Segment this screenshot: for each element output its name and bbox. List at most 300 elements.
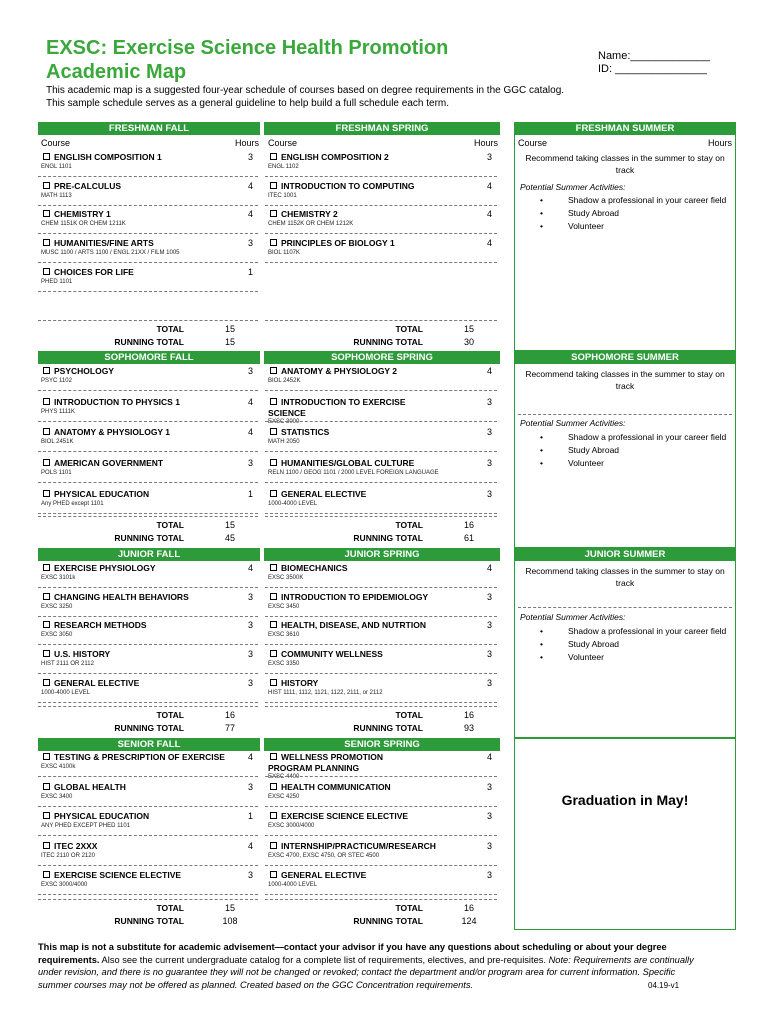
id-field[interactable]: ID: _______________ [598, 63, 707, 75]
course-row [268, 752, 498, 780]
row-divider [38, 176, 258, 177]
course-name [41, 427, 231, 438]
course-checkbox[interactable] [43, 490, 50, 497]
header-sophomore-fall: SOPHOMORE FALL [38, 351, 260, 364]
course-name-text: INTRODUCTION TO EXERCISE SCIENCE [268, 396, 406, 418]
course-checkbox[interactable] [270, 679, 277, 686]
row-divider [265, 894, 497, 895]
course-checkbox[interactable] [270, 564, 277, 571]
course-hours: 4 [247, 427, 253, 438]
course-row [41, 209, 259, 229]
term-total-label: TOTAL [156, 324, 184, 334]
course-checkbox[interactable] [43, 239, 50, 246]
row-divider [38, 644, 258, 645]
header-junior-fall: JUNIOR FALL [38, 548, 260, 561]
course-name-text: EXERCISE PHYSIOLOGY [54, 563, 156, 573]
header-freshman-fall: FRESHMAN FALL [38, 122, 260, 135]
course-name [268, 181, 458, 192]
row-divider [265, 616, 497, 617]
activity-item: • Volunteer [540, 457, 730, 470]
course-code: 1000-4000 LEVEL [268, 500, 318, 507]
col-course-label: Course [518, 138, 548, 148]
term-total-value: 16 [224, 710, 235, 720]
course-name-text: HEALTH, DISEASE, AND NUTRTION [281, 620, 426, 631]
course-checkbox[interactable] [43, 210, 50, 217]
course-name-text: PHYSICAL EDUCATION [54, 811, 150, 821]
course-row [41, 397, 259, 417]
course-name [268, 752, 428, 774]
course-name-text: CHANGING HEALTH BEHAVIORS [54, 591, 189, 602]
course-row [41, 366, 259, 386]
course-name-text: WELLNESS PROMOTION PROGRAM PLANNING [268, 752, 383, 773]
junior-summer-potential: Potential Summer Activities: [520, 612, 626, 622]
course-name-text: ENGLISH COMPOSITION 1 [54, 152, 162, 162]
course-code: EXSC 3610 [268, 632, 300, 639]
course-name [41, 397, 231, 408]
row-divider [38, 262, 258, 263]
row-divider [265, 587, 497, 588]
course-row [41, 678, 259, 698]
course-row [41, 592, 259, 612]
course-checkbox[interactable] [43, 268, 50, 275]
course-name [268, 238, 458, 249]
activity-item: • Shadow a professional in your career field [540, 431, 730, 444]
term-total-label: TOTAL [395, 903, 423, 913]
row-divider [265, 644, 497, 645]
col-hours-label: Hours [707, 138, 732, 148]
course-checkbox[interactable] [43, 812, 50, 819]
course-hours: 3 [486, 781, 492, 792]
course-name-text: INTERNSHIP/PRACTICUM/RESEARCH [281, 840, 436, 851]
graduation-text: Graduation in May! [561, 792, 689, 808]
row-divider [38, 421, 258, 422]
course-hours: 3 [247, 677, 253, 688]
running-total-label: RUNNING TOTAL [353, 723, 423, 733]
course-checkbox[interactable] [270, 812, 277, 819]
course-name [41, 366, 231, 377]
course-name [268, 620, 458, 631]
row-divider [38, 513, 258, 514]
course-name-text: GENERAL ELECTIVE [281, 870, 367, 880]
running-total-value: 61 [463, 533, 474, 543]
course-row [41, 563, 259, 583]
course-hours: 3 [486, 591, 492, 602]
course-code: ENGL 1102 [268, 164, 299, 170]
intro-text: This academic map is a suggested four-year schedule of courses based on degree requirements in the GGC catalog. This sample schedule serves as a general guideline to help build a full schedule each term. [46, 85, 565, 109]
course-row [41, 620, 259, 640]
graduation-box [514, 738, 736, 930]
sophomore-summer-activities [540, 431, 730, 470]
course-hours: 4 [486, 366, 492, 376]
course-checkbox[interactable] [43, 398, 50, 405]
col-course-label: Course [41, 138, 71, 148]
course-checkbox[interactable] [270, 239, 277, 246]
freshman-summer-note: Recommend taking classes in the summer to stay on track [525, 153, 725, 175]
course-hours: 3 [247, 152, 253, 162]
course-row [268, 152, 498, 172]
course-row [41, 870, 259, 890]
course-name [268, 458, 458, 469]
activity-item: • Volunteer [540, 651, 730, 664]
course-checkbox[interactable] [43, 621, 50, 628]
course-code: CHEM 1151K OR CHEM 1211K [41, 221, 126, 228]
activity-item: • Study Abroad [540, 444, 730, 457]
course-name-text: AMERICAN GOVERNMENT [54, 458, 164, 469]
course-hours: 3 [247, 591, 253, 602]
page-title [46, 36, 448, 84]
row-divider [38, 516, 258, 517]
row-divider [38, 899, 258, 900]
course-hours: 3 [486, 458, 492, 469]
course-checkbox[interactable] [43, 842, 50, 849]
course-name [41, 649, 231, 660]
row-divider [38, 706, 258, 707]
header-junior-summer: JUNIOR SUMMER [514, 548, 736, 561]
course-name [41, 152, 231, 163]
course-code: EXSC 3350 [268, 661, 300, 668]
course-row [268, 649, 498, 669]
col-labels-spring [268, 138, 498, 149]
term-total-label: TOTAL [395, 710, 423, 720]
course-row [41, 238, 259, 258]
row-divider [38, 673, 258, 674]
activity-item: • Study Abroad [540, 207, 730, 220]
course-hours: 4 [247, 563, 253, 573]
course-hours: 4 [486, 209, 492, 220]
course-checkbox[interactable] [270, 459, 277, 466]
course-checkbox[interactable] [43, 367, 50, 374]
row-divider [38, 894, 258, 895]
header-senior-fall: SENIOR FALL [38, 738, 260, 751]
course-hours: 3 [247, 366, 253, 376]
course-row [41, 267, 259, 287]
course-checkbox[interactable] [43, 182, 50, 189]
course-hours: 4 [247, 180, 253, 191]
row-divider [38, 291, 258, 292]
term-total-value: 15 [224, 903, 235, 913]
course-name-text: HISTORY [281, 677, 319, 688]
course-name-text: ITEC 2XXX [54, 840, 98, 851]
running-total-value: 77 [224, 723, 235, 733]
junior-summer-note: Recommend taking classes in the summer to stay on track [525, 566, 725, 588]
course-hours: 3 [247, 781, 253, 792]
course-name-text: ENGLISH COMPOSITION 2 [281, 152, 389, 162]
course-hours: 4 [486, 563, 492, 573]
header-junior-spring: JUNIOR SPRING [264, 548, 500, 561]
running-total-label: RUNNING TOTAL [114, 533, 184, 543]
course-row [268, 841, 498, 861]
course-code: EXSC 3101k [41, 575, 76, 581]
running-total-label: RUNNING TOTAL [114, 337, 184, 347]
course-code: EXSC 3000/4000 [41, 882, 88, 888]
course-code: MATH 1113 [41, 192, 72, 199]
course-hours: 4 [486, 752, 492, 762]
course-hours: 3 [247, 238, 253, 249]
course-row [41, 841, 259, 861]
course-checkbox[interactable] [43, 783, 50, 790]
term-total-label: TOTAL [395, 520, 423, 530]
course-hours: 3 [247, 620, 253, 631]
course-row [41, 458, 259, 478]
header-freshman-spring: FRESHMAN SPRING [264, 122, 500, 135]
row-divider [265, 320, 497, 321]
course-name-text: ANATOMY & PHYSIOLOGY 2 [281, 366, 398, 376]
divider [518, 607, 732, 608]
row-divider [265, 776, 497, 777]
course-name [268, 649, 458, 660]
course-checkbox[interactable] [43, 753, 50, 760]
term-total-label: TOTAL [395, 324, 423, 334]
course-name-text: HUMANITIES/FINE ARTS [54, 238, 154, 249]
row-divider [265, 482, 497, 483]
course-checkbox[interactable] [270, 367, 277, 374]
course-row [268, 489, 498, 509]
footer-disclaimer [38, 941, 703, 991]
course-hours: 4 [247, 840, 253, 851]
course-hours: 3 [247, 649, 253, 660]
course-checkbox[interactable] [43, 428, 50, 435]
course-row [268, 782, 498, 802]
sophomore-summer-note: Recommend taking classes in the summer to stay on track [525, 369, 725, 391]
course-code: EXSC 3250 [41, 603, 73, 610]
course-name [268, 489, 458, 500]
course-checkbox[interactable] [43, 593, 50, 600]
course-name [41, 870, 231, 881]
course-code: HIST 1111, 1112, 1121, 1122, 2111, or 2112 [268, 689, 383, 696]
term-total-value: 16 [463, 520, 474, 530]
course-row [268, 427, 498, 447]
course-row [268, 592, 498, 612]
course-name [41, 489, 231, 500]
course-checkbox[interactable] [270, 621, 277, 628]
course-row [41, 811, 259, 831]
course-checkbox[interactable] [43, 679, 50, 686]
course-hours: 4 [486, 180, 492, 191]
course-hours: 3 [486, 427, 492, 438]
course-name-text: HEALTH COMMUNICATION [281, 781, 391, 792]
course-row [41, 752, 259, 772]
course-hours: 1 [247, 266, 253, 277]
course-hours: 3 [486, 396, 492, 407]
row-divider [38, 587, 258, 588]
course-name-text: INTRODUCTION TO COMPUTING [281, 180, 415, 191]
course-code: CHEM 1152K OR CHEM 1212K [268, 221, 354, 228]
header-sophomore-spring: SOPHOMORE SPRING [264, 351, 500, 364]
course-checkbox[interactable] [43, 153, 50, 160]
term-total-value: 15 [224, 324, 235, 334]
row-divider [265, 513, 497, 514]
course-checkbox[interactable] [270, 871, 277, 878]
course-name-text: PSYCHOLOGY [54, 366, 114, 376]
course-name [268, 782, 458, 793]
row-divider [265, 702, 497, 703]
row-divider [265, 706, 497, 707]
col-hours-label: Hours [473, 138, 498, 148]
junior-summer-activities [540, 625, 730, 664]
course-name [41, 267, 231, 278]
course-checkbox[interactable] [270, 593, 277, 600]
activity-item: • Shadow a professional in your career field [540, 625, 730, 638]
row-divider [265, 176, 497, 177]
row-divider [265, 673, 497, 674]
course-name [41, 592, 231, 603]
course-code: HIST 2111 OR 2112 [41, 661, 94, 668]
row-divider [265, 205, 497, 206]
course-row [268, 811, 498, 831]
row-divider [38, 835, 258, 836]
course-name [268, 592, 458, 603]
course-hours: 3 [486, 677, 492, 688]
running-total-value: 30 [463, 337, 474, 347]
course-name [41, 782, 231, 793]
course-checkbox[interactable] [270, 753, 277, 760]
footer-italic: Note: Requirements are continually under revision, and there is no guarantee they will not be changed or revoked; contact the department and/or program area for current information. Specific summer courses may not be offered as planned. Created based on the GGC Concentration requirements. [38, 954, 694, 990]
activity-item: • Study Abroad [540, 638, 730, 651]
course-checkbox[interactable] [43, 871, 50, 878]
course-row [268, 396, 498, 425]
title-line-2: Academic Map [46, 61, 187, 83]
row-divider [38, 776, 258, 777]
running-total-label: RUNNING TOTAL [114, 723, 184, 733]
course-hours: 3 [486, 870, 492, 880]
course-checkbox[interactable] [270, 398, 277, 405]
row-divider [38, 233, 258, 234]
course-checkbox[interactable] [270, 842, 277, 849]
course-hours: 3 [486, 840, 492, 851]
course-name [41, 752, 231, 763]
course-name-text: GENERAL ELECTIVE [281, 488, 367, 499]
term-total-value: 15 [224, 520, 235, 530]
course-row [41, 181, 259, 201]
course-hours: 3 [486, 649, 492, 660]
course-name [268, 209, 458, 220]
course-checkbox[interactable] [270, 182, 277, 189]
course-name-text: CHOICES FOR LIFE [54, 266, 134, 277]
course-name-text: ANATOMY & PHYSIOLOGY 1 [54, 427, 171, 438]
course-checkbox[interactable] [270, 428, 277, 435]
course-hours: 3 [486, 152, 492, 162]
course-name [41, 620, 231, 631]
course-code: EXSC 3500K [268, 575, 304, 581]
course-code: EXSC 4100k [41, 764, 76, 770]
name-field[interactable]: Name:_____________ [598, 50, 710, 62]
row-divider [38, 616, 258, 617]
title-line-1: EXSC: Exercise Science Health Promotion [46, 37, 449, 59]
course-name [41, 238, 231, 249]
course-name-text: CHEMISTRY 2 [281, 209, 338, 220]
course-row [41, 427, 259, 447]
course-code: EXSC 3000 [268, 418, 300, 425]
running-total-label: RUNNING TOTAL [353, 337, 423, 347]
course-row [268, 563, 498, 583]
course-hours: 3 [247, 458, 253, 469]
row-divider [38, 451, 258, 452]
course-code: EXSC 3400 [41, 793, 73, 800]
course-name [268, 870, 458, 881]
activity-item: • Shadow a professional in your career field [540, 194, 730, 207]
course-row [268, 238, 498, 258]
course-name [268, 397, 428, 419]
course-hours: 3 [486, 620, 492, 631]
course-checkbox[interactable] [270, 490, 277, 497]
course-code: EXSC 4250 [268, 793, 300, 800]
course-checkbox[interactable] [270, 210, 277, 217]
course-name-text: COMMUNITY WELLNESS [281, 649, 383, 660]
course-name-text: PRE-CALCULUS [54, 180, 122, 191]
course-row [268, 678, 498, 698]
row-divider [38, 390, 258, 391]
course-code: 1000-4000 LEVEL [41, 689, 91, 696]
course-hours: 4 [247, 209, 253, 220]
course-name-text: RESEARCH METHODS [54, 620, 147, 631]
course-name [268, 152, 458, 163]
freshman-summer-activities [540, 194, 730, 233]
course-row [268, 870, 498, 890]
course-name-text: STATISTICS [281, 427, 330, 438]
course-row [41, 649, 259, 669]
term-total-value: 16 [463, 710, 474, 720]
course-code: RELN 1100 / GEOG 1101 / 2000 LEVEL FOREIGN LANGUAGE [268, 470, 439, 477]
row-divider [38, 482, 258, 483]
course-name [41, 181, 231, 192]
term-total-label: TOTAL [156, 903, 184, 913]
course-code: ITEC 2110 OR 2120 [41, 852, 95, 859]
course-name-text: PRINCIPLES OF BIOLOGY 1 [281, 238, 395, 249]
divider [518, 414, 732, 415]
freshman-summer-potential: Potential Summer Activities: [520, 182, 626, 192]
row-divider [38, 806, 258, 807]
course-name [41, 841, 231, 852]
footer-bold: This map is not a substitute for academic advisement—contact your advisor if you have any questions about scheduling or about your degree requirements. [38, 942, 667, 965]
course-code: ANY PHED EXCEPT PHED 1101 [41, 823, 131, 829]
course-checkbox[interactable] [43, 459, 50, 466]
course-name-text: EXERCISE SCIENCE ELECTIVE [281, 811, 409, 821]
course-checkbox[interactable] [43, 650, 50, 657]
col-hours-label: Hours [234, 138, 259, 148]
course-code: BIOL 2451K [41, 439, 74, 446]
course-checkbox[interactable] [270, 153, 277, 160]
activity-item: • Volunteer [540, 220, 730, 233]
course-name-text: EXERCISE SCIENCE ELECTIVE [54, 870, 182, 880]
course-checkbox[interactable] [43, 564, 50, 571]
course-row [41, 152, 259, 172]
term-total-value: 15 [463, 324, 474, 334]
running-total-label: RUNNING TOTAL [114, 916, 184, 926]
course-checkbox[interactable] [270, 783, 277, 790]
running-total-value: 124 [461, 916, 477, 926]
version-label: 04.19-v1 [648, 981, 680, 990]
course-name [268, 366, 458, 377]
col-labels-fall [41, 138, 259, 149]
course-name-text: BIOMECHANICS [281, 563, 348, 573]
course-name [268, 427, 458, 438]
course-hours: 1 [247, 488, 253, 499]
row-divider [265, 262, 497, 263]
term-total-label: TOTAL [156, 710, 184, 720]
course-code: BIOL 1107K [268, 250, 301, 257]
course-row [268, 458, 498, 478]
row-divider [38, 320, 258, 321]
header-senior-spring: SENIOR SPRING [264, 738, 500, 751]
footer-normal: Also see the current undergraduate catalog for a complete list of requirements, electives, and pre-requisites. [99, 954, 549, 965]
row-divider [265, 835, 497, 836]
course-code: PSYC 1102 [41, 378, 72, 384]
course-checkbox[interactable] [270, 650, 277, 657]
course-hours: 1 [247, 811, 253, 821]
course-code: EXSC 3450 [268, 603, 300, 610]
course-code: PHYS 1111K [41, 408, 76, 415]
course-name-text: U.S. HISTORY [54, 649, 111, 660]
